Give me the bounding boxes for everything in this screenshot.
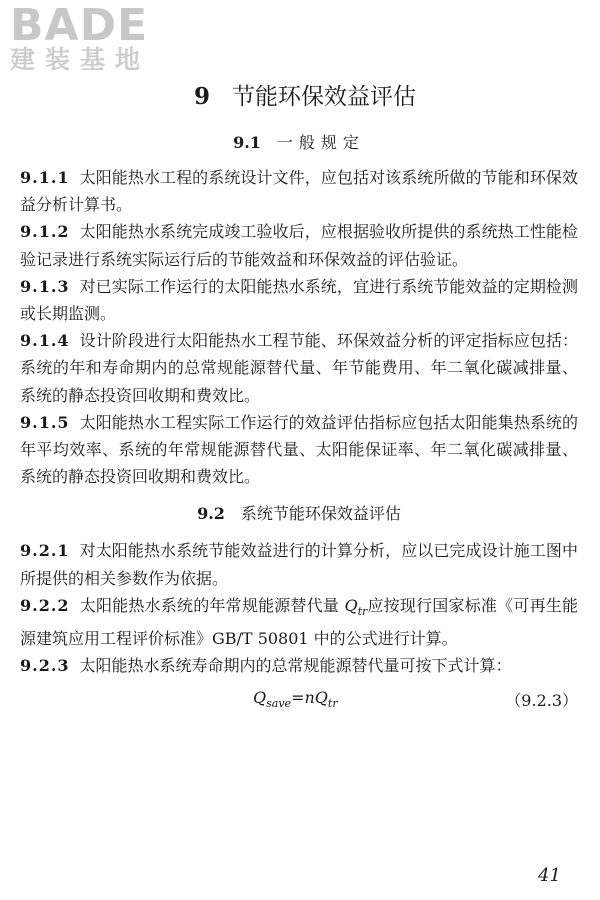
clause-number: 9.1.1: [20, 168, 70, 187]
formula-rhs: Q: [314, 687, 328, 707]
clause-text: 设计阶段进行太阳能热水工程节能、环保效益分析的评定指标应包括：系统的年和寿命期内的总常规能源替代量、年节能费用、年二氧化碳减排量、系统的静态投资回收期和费效比。: [20, 331, 578, 405]
clause-text: 太阳能热水工程的系统设计文件，应包括对该系统所做的节能和环保效益分析计算书。: [20, 168, 578, 215]
chapter-number: 9: [193, 83, 210, 110]
page-number: 41: [538, 865, 561, 886]
clause-text-post: 应按现行国家标准《可再生能源建筑应用工程评价标准》GB/T 50801 中的公式进行计算。: [20, 595, 578, 649]
clause-9-2-2: [20, 592, 578, 653]
clause-9-1-3: [20, 273, 578, 327]
formula-rhs-subscript: tr: [327, 696, 338, 710]
formula-lhs-subscript: save: [266, 696, 292, 710]
section-title-9-1: [20, 132, 578, 154]
clause-number: 9.1.4: [20, 331, 70, 351]
section-heading: 一般规定: [276, 133, 365, 152]
section-heading: 系统节能环保效益评估: [240, 504, 401, 524]
clause-number: 9.2.3: [20, 656, 70, 676]
formula-9-2-3: [20, 682, 578, 712]
clause-number: 9.1.2: [20, 222, 70, 242]
clause-9-1-4: [20, 327, 578, 409]
clause-text-pre: 太阳能热水系统的年常规能源替代量: [79, 595, 345, 615]
clause-9-2-3: [20, 652, 578, 679]
section-title-9-2: [20, 503, 578, 525]
logo: [10, 0, 180, 74]
clause-text: 太阳能热水系统完成竣工验收后，应根据验收所提供的系统热工性能检验记录进行系统实际运行后的节能效益和环保效益的评估验证。: [20, 222, 578, 269]
formula-coefficient: n: [304, 687, 315, 707]
section-number: 9.2: [197, 504, 225, 524]
clause-9-1-1: [20, 164, 578, 218]
symbol-q: Q: [344, 595, 358, 615]
chapter-heading: 节能环保效益评估: [232, 84, 416, 110]
formula-operator: =: [291, 687, 305, 707]
document-page: [20, 82, 578, 712]
clause-number: 9.1.5: [20, 412, 70, 432]
clause-text: 对已实际工作运行的太阳能热水系统，宜进行系统节能效益的定期检测或长期监测。: [20, 276, 578, 324]
clause-9-2-1: [20, 537, 578, 591]
clause-text: 对太阳能热水系统节能效益进行的计算分析，应以已完成设计施工图中所提供的相关参数作为依据。: [20, 541, 578, 588]
clause-number: 9.2.2: [20, 595, 70, 615]
clause-number: 9.1.3: [20, 276, 70, 296]
clause-9-1-2: [20, 218, 578, 272]
clause-number: 9.2.1: [20, 541, 70, 561]
formula-label: （9.2.3）: [505, 690, 578, 710]
clause-9-1-5: [20, 409, 578, 491]
logo-subtitle: 建装基地: [10, 45, 151, 74]
section-number: 9.1: [233, 133, 261, 152]
logo-text: BADE: [10, 0, 149, 51]
formula-expression: [253, 688, 338, 710]
clause-text: 太阳能热水系统寿命期内的总常规能源替代量可按下式计算：: [79, 656, 512, 676]
formula-lhs: Q: [253, 687, 267, 707]
clause-text: 太阳能热水工程实际工作运行的效益评估指标应包括太阳能集热系统的年平均效率、系统的年常规能源替代量、太阳能保证率、年二氧化碳减排量、系统的静态投资回收期和费效比。: [20, 412, 578, 487]
chapter-title: [20, 82, 578, 112]
symbol-subscript: tr: [357, 605, 368, 619]
